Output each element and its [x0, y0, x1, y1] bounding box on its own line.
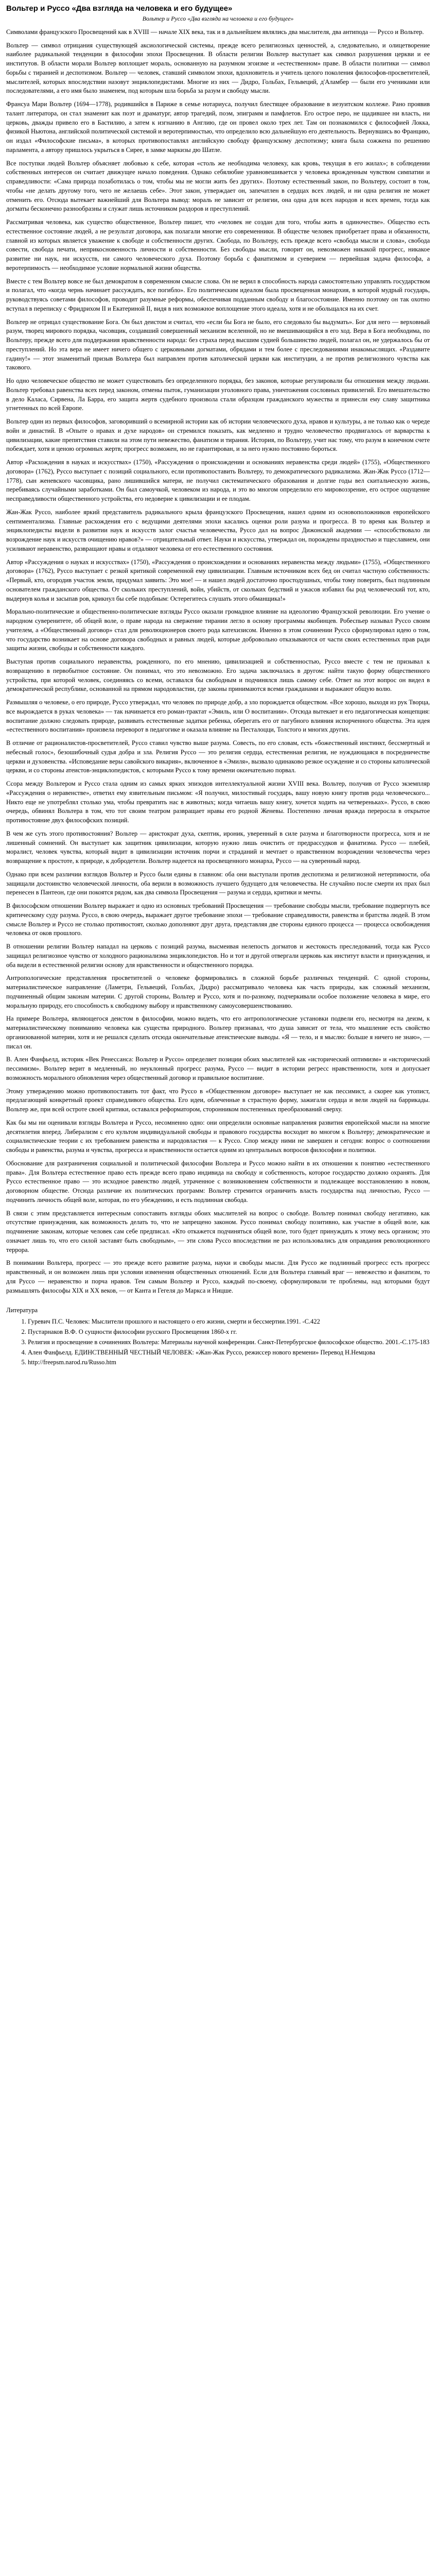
paragraph: Ссора между Вольтером и Руссо стала одним из самых ярких эпизодов интеллектуальной жизни XVIII века. Вольтер, получив от Руссо экземпляр «Рассуждения о неравенстве», ответил ему язвительным письмом: «Я получил, милостивый государь, вашу новую книгу против рода человеческого... Никто еще не употреблял столько ума, чтобы превратить нас в животных; когда читаешь вашу книгу, хочется ходить на четвереньках». Руссо, в свою очередь, обвинял Вольтера в том, что тот своим театром развращает нравы его родной Женевы. Постепенно личная вражда переросла в открытое противостояние двух философских позиций. [6, 780, 430, 824]
paragraph: Все поступки людей Вольтер объясняет любовью к себе, которая «столь же необходима человеку, как кровь, текущая в его жилах»; в соблюдении собственных интересов он считает движущее начало поведения. Однако себялюбие уравновешивается у человека врожденным чувством симпатии и справедливости: «Сама природа позаботилась о том, чтобы мы не могли жить без других». Поэтому естественный закон, по Вольтеру, состоит в том, чтобы «не делать другому того, чего не желаешь себе». Этот закон, утверждает он, запечатлен в сердцах всех людей, и ни одна религия не может отменить его. Отсюда вытекает важнейший для Вольтера вывод: мораль не зависит от религии, она одна для всех народов и всех времен, тогда как догматы бесконечно разнообразны и служат лишь источником раздоров и преступлений. [6, 159, 430, 213]
paragraph: Символами французского Просвещений как в XVIII — начале XIX века, так и в дальнейшем являлись два мыслителя, два антипода — Руссо и Вольтер. [6, 28, 424, 36]
references-section [6, 1307, 430, 1367]
paragraph: Антропологические представления просветителей о человеке формировались в сложной борьбе различных тенденций. С одной стороны, материалистическое направление (Ламетри, Гельвеций, Гольбах, Дидро) рассматривало человека как часть природы, как сложный механизм, подчиненный общим законам материи. С другой стороны, Вольтер и Руссо, хотя и по-разному, подчеркивали особое положение человека в мире, его моральную природу, его способность к свободному выбору и нравственному самоусовершенствованию. [6, 974, 430, 1009]
paragraph: Франсуа Мари Вольтер (1694—1778), родившийся в Париже в семье нотариуса, получил блестящее образование в иезуитском коллеже. Рано проявив талант литератора, он стал знаменит как поэт и драматург, автор трагедий, поэм, эпиграмм и памфлетов. Его острое перо, не щадившее ни власть, ни церковь, дважды привело его в Бастилию, а затем к изгнанию в Англию, где он провел около трех лет. Там он познакомился с философией Локка, физикой Ньютона, английской политической системой и веротерпимостью, что определило всю дальнейшую его деятельность. Вернувшись во Францию, он издал «Философские письма», в которых противопоставлял английскую свободу французскому деспотизму; книга была сожжена по решению парламента, а автору пришлось укрыться в Сирее, в замке маркизы дю Шатле. [6, 100, 430, 154]
paragraph: Жан-Жак Руссо, наиболее яркий представитель радикального крыла французского Просвещения, нашел одним из основоположников европейского сентиментализма. Главные расхождения его с ведущими деятелями эпохи касались оценки роли разума и прогресса. В то время как Вольтер и энциклопедисты видели в развитии наук и искусств залог счастья человечества, Руссо дал на вопрос Дижонской академии — «способствовало ли возрождение наук и искусств очищению нравов?» — отрицательный ответ. Науки и искусства, утверждал он, порождены праздностью и тщеславием, они усиливают неравенство, развращают нравы и отдаляют человека от его естественного состояния. [6, 508, 430, 552]
paragraph: На примере Вольтера, являющегося деистом в философии, можно видеть, что его антропологические установки подвели его, несмотря на деизм, к материалистическому пониманию человека как существа природного. Вольтер признавал, что душа зависит от тела, что мышление есть свойство организованной материи, хотя и не решался сделать отсюда окончательные атеистические выводы. «Я — тело, и я мыслю: больше я ничего не знаю», — писал он. [6, 1015, 430, 1050]
paragraph: Вольтер — символ отрицания существующей аксиологической системы, прежде всего религиозных ценностей, а, следовательно, и олицетворение наиболее радикальной тенденции в философии эпохи Просвещения. В области религии Вольтер выступает как символ разрушения церкви и ее институтов. В области морали Вольтер воплощает мораль, основанную на разумном эгоизме и «естественном» праве. В области политики — символ борьбы с тиранией и деспотизмом. Вольтер — человек, ставший символом эпохи, вдохновитель и учитель целого поколения философов-просветителей, мыслителей, которых впоследствии назовут энциклопедистами. Многие из них — Дидро, Гольбах, Гельвеций, д'Аламбер — были его учениками или последователями, а его имя было знаменем, под которым шла борьба за разум и свободу мысли. [6, 41, 430, 95]
paragraph: В отношении религии Вольтер нападал на церковь с позиций разума, высмеивая нелепость догматов и жестокость преследований, тогда как Руссо защищал религиозное чувство от холодного рационализма энциклопедистов. Но и тот и другой отвергали церковь как институт власти и принуждения, и оба видели в естественной религии основу для нравственности и общественного порядка. [6, 943, 430, 969]
paragraph: Вместе с тем Вольтер вовсе не был демократом в современном смысле слова. Он не верил в способность народа самостоятельно управлять государством и полагал, что «когда чернь начинает рассуждать, все погибло». Его политическим идеалом была просвещенная монархия, в которой мудрый государь, руководствуясь советами философов, проводит разумные реформы, обеспечивая подданным свободу и благосостояние. Именно поэтому он так охотно вступал в переписку с Фридрихом II и Екатериной II, видя в них возможное воплощение этого идеала, хотя и не обольщался на их счет. [6, 277, 430, 312]
paragraph: В. Ален Фанфьелд, историк «Век Ренессанса: Вольтер и Руссо» определяет позиции обоих мыслителей как «исторический оптимизм» и «исторический пессимизм». Вольтер верит в медленный, но неуклонный прогресс разума, Руссо — видит в истории регресс нравственности, хотя и допускает возможность морального обновления через общественный договор и правильное воспитание. [6, 1056, 430, 1081]
article-title: Вольтер и Руссо «Два взгляда на человека и его будущее» [6, 4, 233, 13]
paragraph: В чем же суть этого противостояния? Вольтер — аристократ духа, скептик, ироник, уверенный в силе разума и благотворности прогресса, хотя и не лишенный сомнений. Он выступает как защитник цивилизации, которую нужно лишь очистить от предрассудков и фанатизма. Руссо — плебей, моралист, человек чувства, который видит в цивилизации источник порчи и страданий и мечтает о нравственном возрождении человечества через возвращение к простоте, к природе, к добродетели. Вольтер надеется на просвещенного монарха, Руссо — на суверенный народ. [6, 829, 430, 865]
reference-item: 2. Пустарнаков В.Ф. О сущности философии русского Просвещения 1860-х гг. [28, 1328, 430, 1337]
paragraph: В философском отношении Вольтер выражает и одно из основных требований Просвещения — требование свободы мысли, требование подвергнуть все критическому суду разума. Руссо, в свою очередь, выражает другое требование эпохи — требование справедливости, равенства и братства людей. В этом смысле Вольтер и Руссо не столько противостоят, сколько дополняют друг друга, представляя две стороны единого процесса — процесса освобождения человека от оков прошлого. [6, 902, 430, 937]
reference-item: 1. Гуревич П.С. Человек: Мыслители прошлого и настоящего о его жизни, смерти и бессмертии.1991. -С.422 [28, 1317, 430, 1327]
paragraph: Вольтер один из первых философов, заговоривший о всемирной истории как об истории человеческого духа, нравов и культуры, а не только как о череде войн и династий. В «Опыте о нравах и духе народов» он стремился показать, как медленно и трудно человечество продвигалось от варварства к цивилизации, какие препятствия ставили на этом пути невежество, фанатизм и тирания. История, по Вольтеру, учит нас тому, что разум в конечном счете побеждает, хотя и ценою огромных жертв; прогресс возможен, но не гарантирован, и за него нужно постоянно бороться. [6, 418, 430, 453]
paragraph: Вольтер не отрицал существование Бога. Он был деистом и считал, что «если бы Бога не было, его следовало бы выдумать». Бог для него — верховный разум, творец мирового порядка, часовщик, создавший совершенный механизм вселенной, но не вмешивающийся в его ход. Вера в Бога необходима, по Вольтеру, прежде всего для поддержания нравственности народа: без страха перед высшим судией большинство людей, полагал он, не удержалось бы от преступлений. Но эта вера не имеет ничего общего с церковными догматами, обрядами и тем более с преследованиями инакомыслящих. «Раздавите гадину!» — этот знаменитый призыв Вольтера был направлен против католической церкви как институции, а не против религиозного чувства как такового. [6, 318, 430, 371]
paragraph: В понимании Вольтера, прогресс — это прежде всего развитие разума, науки и свободы мысли. Для Руссо же подлинный прогресс есть прогресс нравственный, и он возможен лишь при условии изменения общественных отношений. Если для Вольтера главный враг — невежество и фанатизм, то для Руссо — неравенство и порча нравов. Тем самым Вольтер и Руссо, каждый по-своему, сформулировали те проблемы, над которыми будут размышлять философы XIX и XX веков, — от Канта и Гегеля до Маркса и Ницше. [6, 1259, 430, 1294]
references-list [6, 1317, 430, 1367]
paragraph: Автор «Расхождения в науках и искусствах» (1750), «Рассуждения о происхождении и основаниях неравенства среди людей» (1755), «Общественного договора» (1762), Руссо выступает с позиций социального, если противопоставить Вольтеру, то демократического радикализма. Жан-Жак Руссо (1712—1778), сын женевского часовщика, рано лишившийся матери, не получил систематического образования и долгие годы вел скитальческую жизнь, перебиваясь случайными заработками. Он был самоучкой, человеком из народа, и это во многом определило его мировоззрение, его острое ощущение несправедливости общественного устройства, его недоверие к цивилизации и ее плодам. [6, 459, 430, 502]
reference-link[interactable]: 5. http://freepsm.narod.ru/Russo.htm [28, 1358, 430, 1367]
paragraph: Выступая против социального неравенства, рожденного, по его мнению, цивилизацией и собственностью, Руссо вместе с тем не призывал к возвращению в первобытное состояние. Он понимал, что это невозможно. Его задача заключалась в другом: найти такую форму общественного устройства, при которой человек, соединяясь со всеми, оставался бы свободным и подчинялся лишь самому себе. Ответ на этот вопрос он видел в демократической республике, основанной на прямом народовластии, где законы принимаются всеми гражданами и выражают общую волю. [6, 658, 430, 693]
paragraph: Морально-политические и общественно-политические взгляды Руссо оказали громадное влияние на идеологию Французской революции. Его учение о народном суверенитете, об общей воле, о праве народа на свержение тирании легло в основу программы якобинцев. Робеспьер называл Руссо своим учителем, а «Общественный договор» стал для революционеров своего рода катехизисом. Именно в этом сочинении Руссо сформулировал идею о том, что государство возникает на основе договора свободных и равных людей, которые добровольно отказываются от части своих естественных прав ради защиты жизни, свободы и собственности каждого. [6, 608, 430, 652]
paragraph: Рассматривая человека, как существо общественное, Вольтер пишет, что «человек не создан для того, чтобы жить в одиночестве». Общество есть естественное состояние людей, а не результат договора, как полагали многие его современники. В обществе человек приобретает права и обязанности, главной из которых является уважение к свободе и собственности других. Свобода, по Вольтеру, есть прежде всего «свобода мысли и слова», свобода совести, свобода печати, неприкосновенность личности и собственности. Без свободы мысли, говорит он, невозможен никакой прогресс, никакое развитие ни наук, ни искусств, ни самого человеческого духа. Поэтому борьба с фанатизмом и суеверием — первейшая задача философа, а веротерпимость — необходимое условие нормальной жизни общества. [6, 218, 430, 272]
paragraph: Обоснование для разграничения социальной и политической философии Вольтера и Руссо можно найти в их отношении к понятию «естественного права». Для Вольтера естественное право есть прежде всего право индивида на свободу и собственность, которое государство должно охранять. Для Руссо естественное право — это исходное равенство людей, утраченное с возникновением собственности и подлежащее восстановлению в новом, договорном обществе. Отсюда различие их политических программ: Вольтер стремится ограничить власть государства над личностью, Руссо — подчинить личность общей воле, которая, по его убеждению, и есть подлинная свобода. [6, 1159, 430, 1204]
paragraph: Размышляя о человеке, о его природе, Руссо утверждал, что человек по природе добр, а зло порождается обществом. «Все хорошо, выходя из рук Творца, все вырождается в руках человека» — так начинается его роман-трактат «Эмиль, или О воспитании». Отсюда вытекает и его педагогическая концепция: воспитание должно следовать природе, развивать естественные задатки ребенка, оберегать его от пагубного влияния испорченного общества. Эта идея «естественного воспитания» произвела переворот в педагогике и оказала влияние на Песталоцци, Толстого и многих других. [6, 699, 430, 734]
paragraph: В связи с этим представляется интересным сопоставить взгляды обоих мыслителей на вопрос о свободе. Вольтер понимал свободу негативно, как отсутствие принуждения, как возможность делать то, что не запрещено законом. Руссо понимал свободу позитивно, как участие в общей воле, как подчинение законам, которые человек сам себе предписал. «Кто откажется подчиняться общей воле, того будет принуждать к этому весь организм; это означает лишь то, что его силой заставят быть свободным», — эти слова Руссо впоследствии не раз использовались для оправдания революционного террора. [6, 1209, 430, 1253]
paragraph: В отличие от рационалистов-просветителей, Руссо ставил чувство выше разума. Совесть, по его словам, есть «божественный инстинкт, бессмертный и небесный голос», безошибочный судья добра и зла. Религия Руссо — это религия сердца, естественная религия, не нуждающаяся в посредничестве церкви и духовенства. «Исповедание веры савойского викария», включенное в «Эмиля», вызвало одинаково резкое осуждение и со стороны католической церкви, и со стороны атеистов-энциклопедистов, с которыми Руссо к тому времени окончательно порвал. [6, 739, 430, 774]
reference-item: 3. Религия и просвещение в сочинениях Вольтера: Материалы научной конференции. Санкт-Петербургское философское общество. 2001.-С.175-183 [28, 1338, 430, 1347]
paragraph: Этому утверждению можно противопоставить тот факт, что Руссо в «Общественном договоре» выступает не как пессимист, а скорее как утопист, предлагающий конкретный проект справедливого общества. Его идеи, облеченные в страстную форму, зажигали сердца и вели людей на баррикады. Вольтер же, при всей остроте своей критики, оставался реформатором, сторонником постепенных преобразований сверху. [6, 1087, 430, 1113]
reference-item: 4. Ален Фанфьелд. ЕДИНСТВЕННЫЙ ЧЕСТНЫЙ ЧЕЛОВЕК: «Жан-Жак Руссо, режиссер нового времени» Перевод Н.Немцова [28, 1348, 430, 1358]
paragraph: Автор «Рассуждения о науках и искусствах» (1750), «Рассуждения о происхождении и основаниях неравенства между людьми» (1755), «Общественного договора» (1762), Руссо выступает с резкой критикой современной ему цивилизации. Главным источником всех бед он считал частную собственность: «Первый, кто, огородив участок земли, придумал заявить: Это мое! — и нашел людей достаточно простодушных, чтобы тому поверить, был подлинным основателем гражданского общества. От скольких преступлений, войн, убийств, от скольких бедствий и ужасов избавил бы род человеческий тот, кто, выдернув колья и засыпав ров, крикнул бы себе подобным: Остерегитесь слушать этого обманщика!» [6, 558, 430, 602]
article-subtitle: Вольтер и Руссо «Два взгляда на человека и его будущее» [142, 14, 294, 22]
paragraph: Но одно человеческое общество не может существовать без определенного порядка, без законов, которые регулировали бы отношения между людьми. Вольтер требовал равенства всех перед законом, отмены пыток, гуманизации уголовного права, уничтожения сословных привилегий. Его вмешательство в дело Каласа, Сирвена, Ла Барра, его защита жертв судебного произвола стали образцом гражданского мужества и принесли ему славу защитника угнетенных по всей Европе. [6, 377, 430, 412]
references-heading: Литература [6, 1307, 38, 1314]
article-body [6, 28, 430, 1296]
paragraph: Однако при всем различии взглядов Вольтер и Руссо были едины в главном: оба они выступали против деспотизма и религиозной нетерпимости, оба защищали достоинство человеческой личности, оба верили в возможность лучшего будущего для человечества. Не случайно после смерти их прах был перенесен в Пантеон, где они покоятся рядом, как два символа Просвещения — разума и сердца, критики и мечты. [6, 870, 430, 896]
paragraph: Как бы мы ни оценивали взгляды Вольтера и Руссо, несомненно одно: они определили основные направления развития европейской мысли на многие десятилетия вперед. Либерализм с его культом индивидуальной свободы и правового государства восходит во многом к Вольтеру; демократические и социалистические теории с их требованием равенства и народовластия — к Руссо. Спор между ними не завершен и сегодня: вопрос о соотношении свободы и равенства, разума и чувства, прогресса и нравственности остается одним из центральных вопросов философии и политики. [6, 1118, 430, 1154]
